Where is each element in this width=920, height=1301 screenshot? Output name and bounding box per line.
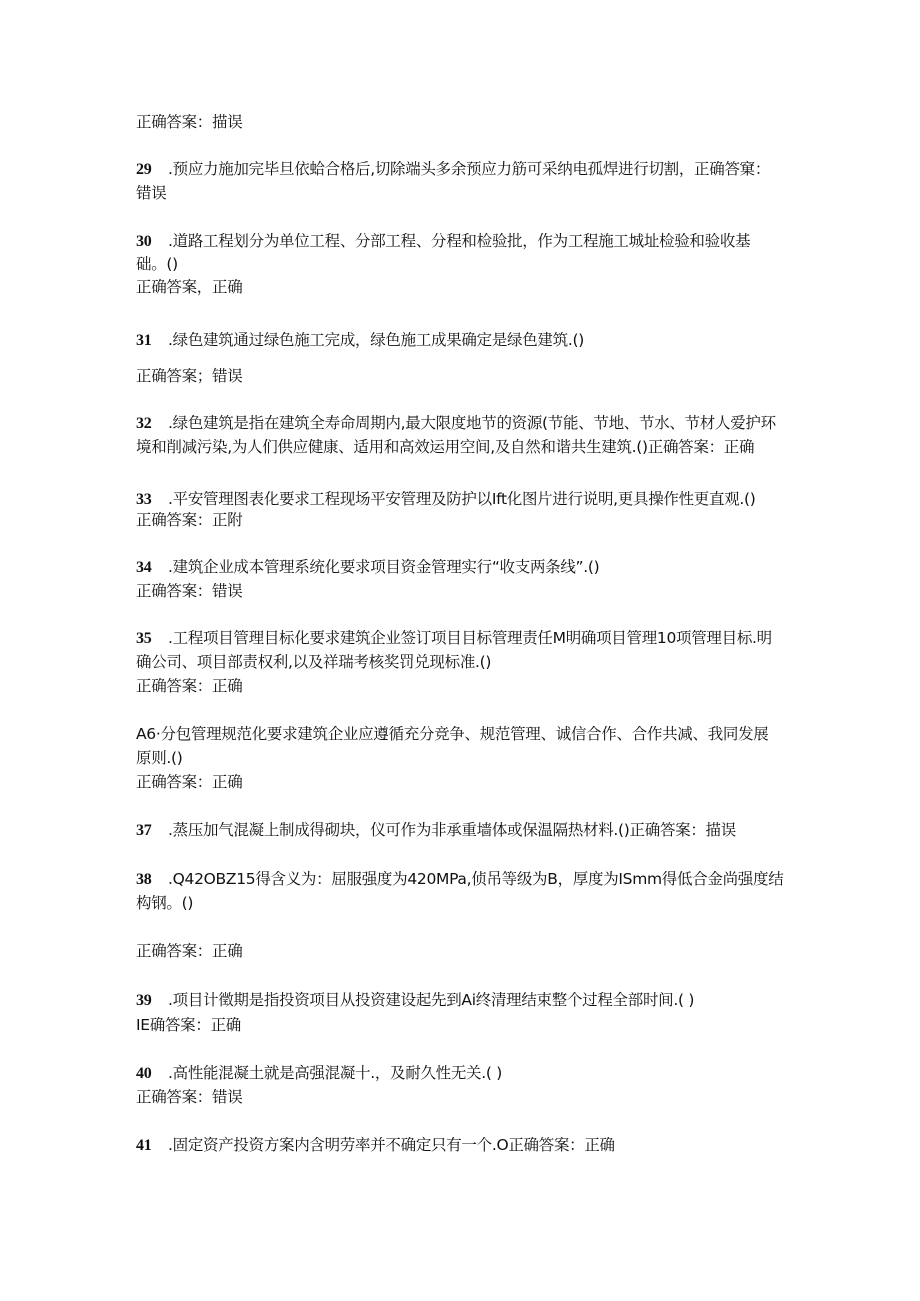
question-40: [136, 1063, 502, 1084]
answer-line: 正确答案：正确: [136, 677, 243, 695]
question-36: A6·分包管理规范化要求建筑企业应遵循充分竞争、规范管理、诚信合作、合作共减、我同发展: [136, 725, 769, 743]
question-text: .预应力施加完毕旦依蛤合格后,切除端头多余预应力筋可采纳电孤焊进行切割，正确答窠：: [168, 160, 771, 178]
question-number: 31: [136, 332, 152, 349]
question-number: 33: [136, 491, 152, 508]
question-text: .道路工程划分为单位工程、分部工程、分程和检验批，作为工程施工城址检验和验收基: [168, 232, 751, 250]
question-number: 34: [136, 559, 152, 576]
question-32: [136, 413, 776, 434]
question-text: .绿色建筑是指在建筑全寿命周期内,最大限度地节的资源(节能、节地、节水、节材人爱护环: [168, 414, 776, 432]
answer-line: 正确答案：正附: [136, 511, 243, 529]
question-text: .平安管理图表化要求工程现场平安管理及防护以Ift化图片进行说明,更具操作性更直观.(): [168, 490, 756, 508]
answer-line: IE确答案：正确: [136, 1016, 241, 1034]
question-text: .工程项目管理目标化要求建筑企业签订项目目标管理责任M明确项目管理10项管理目标.明: [168, 629, 772, 647]
question-number: 29: [136, 161, 152, 178]
question-text: .高性能混凝土就是高强混凝十.，及耐久性无关.( ): [168, 1064, 503, 1082]
question-30: [136, 231, 750, 252]
question-number: 40: [136, 1065, 152, 1082]
question-number: 35: [136, 630, 152, 647]
question-number: 41: [136, 1137, 152, 1154]
question-text: .蒸压加气混凝上制成得砌块，仪可作为非承重墙体或保温隔热材料.()正确答案：描误: [168, 821, 736, 839]
question-41: [136, 1135, 615, 1156]
question-text-cont: 原则.(): [136, 749, 183, 767]
question-number: 30: [136, 233, 152, 250]
question-text: .绿色建筑通过绿色施工完成，绿色施工成果确定是绿色建筑.(): [168, 331, 584, 349]
answer-line: 正确答案：错误: [136, 1088, 243, 1106]
question-text: .固定资产投资方案内含明劳率并不确定只有一个.O正确答案：正确: [168, 1136, 615, 1154]
question-text-cont: 构钢。(): [136, 894, 194, 912]
question-39: [136, 990, 694, 1011]
question-35: [136, 628, 772, 649]
answer-line: 正确答案：正确: [136, 773, 243, 791]
question-38: [136, 869, 783, 890]
answer-line: 正确答案，正确: [136, 278, 243, 296]
question-34: [136, 557, 599, 578]
question-text: .建筑企业成本管理系统化要求项目资金管理实行“收支两条线”.(): [168, 558, 600, 576]
question-number: 32: [136, 415, 152, 432]
question-text-cont: 确公司、项目部责权利,以及祥瑞考核奖罚兑现标准.(): [136, 653, 492, 671]
answer-line: 正确答案：描误: [136, 113, 243, 131]
question-text: .项目计徵期是指投资项目从投资建设起先到Ai终清理结束整个过程全部时间.( ): [168, 991, 695, 1009]
question-29: [136, 159, 770, 180]
question-33: [136, 489, 756, 510]
question-text-cont: 境和削减污染,为人们供应健康、适用和高效运用空间,及自然和谐共生建筑.()正确答案：正确: [136, 438, 755, 456]
question-number: 38: [136, 871, 152, 888]
question-text: .Q42OBZ15得含义为：屈服强度为420MPa,侦吊等级为B，厚度为ISmm得低合金尚强度结: [168, 870, 784, 888]
answer-line: 正确答案：正确: [136, 942, 243, 960]
question-text-cont: 础。(): [136, 255, 178, 273]
answer-line: 正确答案；错误: [136, 367, 243, 385]
question-31: [136, 330, 584, 351]
question-37: [136, 820, 736, 841]
question-number: 39: [136, 992, 152, 1009]
question-number: 37: [136, 822, 152, 839]
question-text-cont: 错误: [136, 184, 167, 202]
answer-line: 正确答案：错误: [136, 582, 243, 600]
